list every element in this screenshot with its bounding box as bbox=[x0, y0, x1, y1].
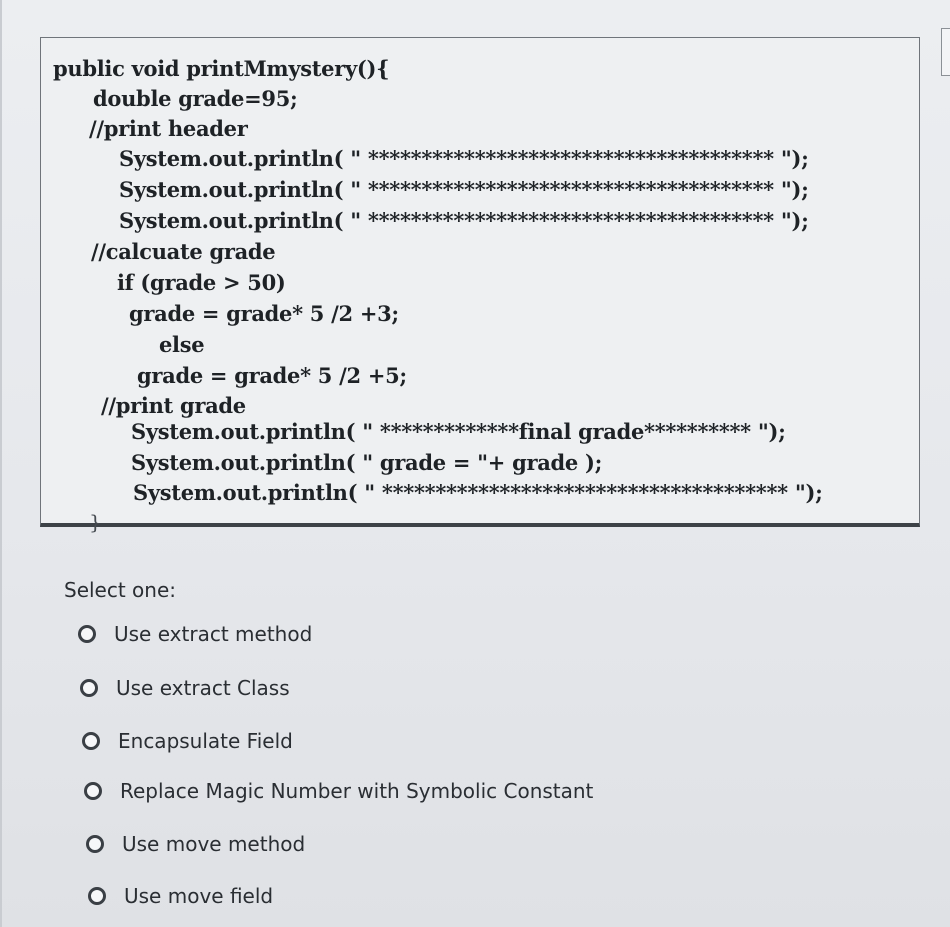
option-use-move-field[interactable] bbox=[88, 884, 273, 908]
radio-circle-icon[interactable] bbox=[78, 625, 96, 643]
code-line-8: if (grade > 50) bbox=[117, 270, 286, 295]
code-line-10: else bbox=[159, 332, 205, 357]
code-block bbox=[40, 37, 920, 534]
select-one-prompt: Select one: bbox=[64, 578, 177, 602]
code-line-7: //calcuate grade bbox=[91, 239, 276, 264]
closing-brace: } bbox=[89, 510, 102, 534]
code-line-6: System.out.println( " ************************************** "); bbox=[119, 208, 809, 233]
option-label: Use extract Class bbox=[116, 676, 290, 700]
option-label: Replace Magic Number with Symbolic Constant bbox=[120, 779, 594, 803]
option-use-extract-class[interactable] bbox=[80, 676, 290, 700]
option-label: Use move field bbox=[124, 884, 274, 908]
left-edge-divider bbox=[0, 0, 2, 927]
option-replace-magic-number[interactable] bbox=[84, 779, 593, 803]
radio-circle-icon[interactable] bbox=[88, 887, 106, 905]
radio-circle-icon[interactable] bbox=[86, 835, 104, 853]
code-line-11: grade = grade* 5 /2 +5; bbox=[137, 363, 407, 388]
code-line-13: System.out.println( " *************final grade********** "); bbox=[131, 419, 786, 444]
code-line-9: grade = grade* 5 /2 +3; bbox=[129, 301, 399, 326]
radio-circle-icon[interactable] bbox=[80, 679, 98, 697]
option-label: Encapsulate Field bbox=[118, 729, 293, 753]
code-line-5: System.out.println( " ************************************** "); bbox=[119, 177, 809, 202]
option-label: Use extract method bbox=[114, 622, 313, 646]
code-line-3: //print header bbox=[89, 116, 248, 141]
code-line-2: double grade=95; bbox=[93, 86, 298, 111]
option-use-extract-method[interactable] bbox=[78, 622, 312, 646]
radio-circle-icon[interactable] bbox=[82, 732, 100, 750]
code-line-15: System.out.println( " ************************************** "); bbox=[133, 480, 823, 505]
sidebar-tab-edge[interactable] bbox=[941, 28, 950, 76]
code-line-4: System.out.println( " ************************************** "); bbox=[119, 146, 809, 171]
radio-circle-icon[interactable] bbox=[84, 782, 102, 800]
code-line-12: //print grade bbox=[101, 393, 246, 418]
option-encapsulate-field[interactable] bbox=[82, 729, 293, 753]
option-label: Use move method bbox=[122, 832, 306, 856]
code-line-1: public void printMmystery(){ bbox=[53, 56, 390, 81]
code-line-14: System.out.println( " grade = "+ grade ); bbox=[131, 450, 603, 475]
option-use-move-method[interactable] bbox=[86, 832, 305, 856]
